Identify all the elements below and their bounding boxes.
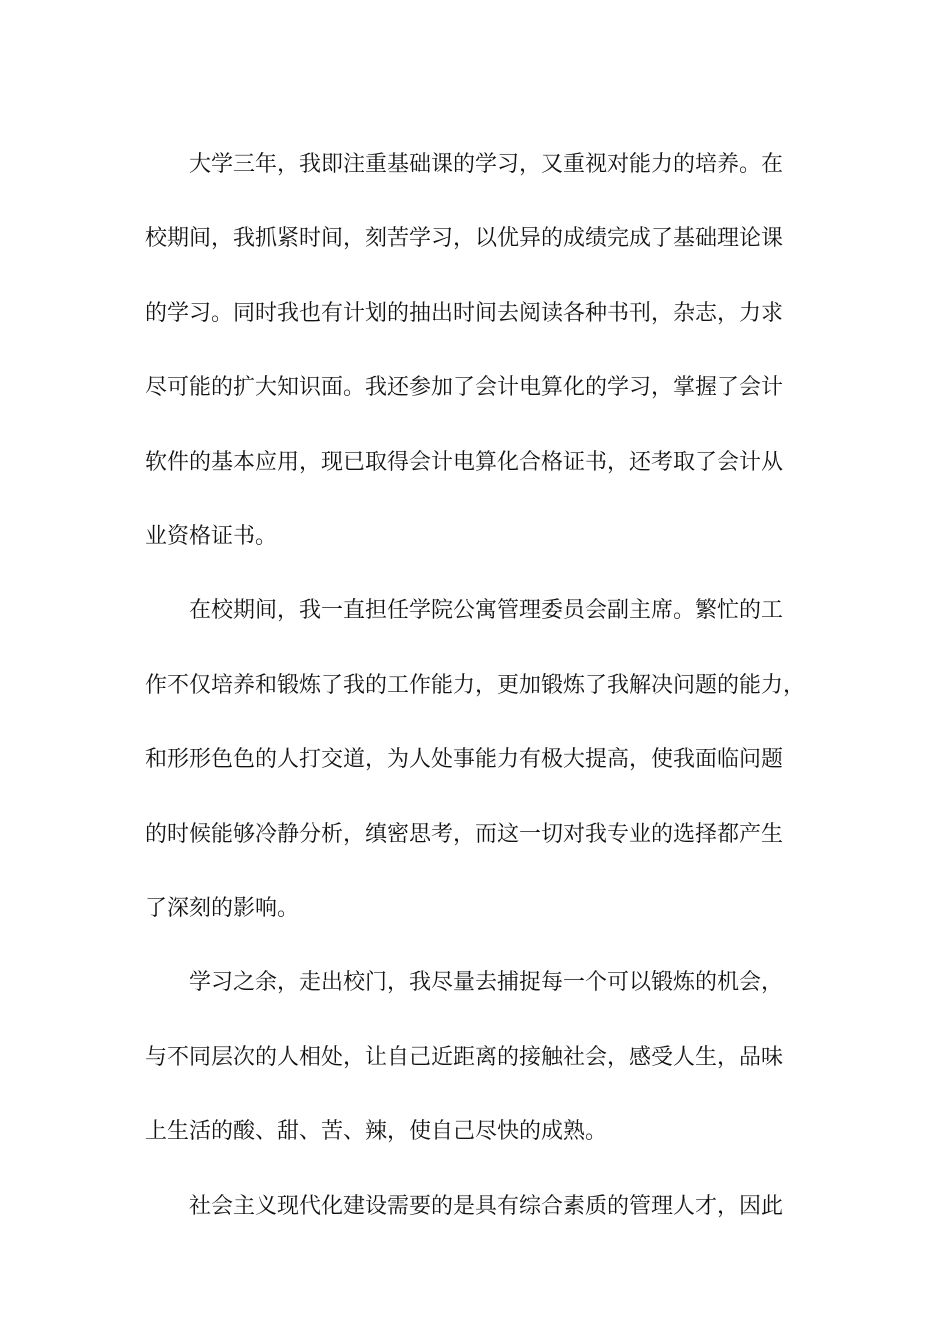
paragraph-study: [145, 128, 835, 574]
text-line: 社会主义现代化建设需要的是具有综合素质的管理人才，因此: [189, 1193, 784, 1219]
text-line: 尽可能的扩大知识面。我还参加了会计电算化的学习，掌握了会计: [145, 375, 784, 401]
text-line: 的时候能够冷静分析，缜密思考，而这一切对我专业的选择都产生: [145, 821, 784, 847]
text-line: 上生活的酸、甜、苦、辣，使自己尽快的成熟。: [145, 1119, 608, 1145]
text-line: 校期间，我抓紧时间，刻苦学习，以优异的成绩完成了基础理论课: [145, 226, 784, 252]
document-body: [145, 128, 835, 1244]
text-line: 的学习。同时我也有计划的抽出时间去阅读各种书刊，杂志，力求: [145, 300, 784, 326]
paragraph-social-practice: [145, 946, 835, 1169]
paragraph-campus-role: [145, 574, 835, 946]
text-line: 在校期间，我一直担任学院公寓管理委员会副主席。繁忙的工: [189, 598, 784, 624]
text-line: 作不仅培养和锻炼了我的工作能力，更加锻炼了我解决问题的能力，: [145, 672, 806, 698]
text-line: 业资格证书。: [145, 524, 278, 550]
text-line: 学习之余，走出校门，我尽量去捕捉每一个可以锻炼的机会，: [189, 970, 784, 996]
text-line: 软件的基本应用，现已取得会计电算化合格证书，还考取了会计从: [145, 449, 784, 475]
paragraph-conclusion: [145, 1170, 835, 1244]
text-line: 与不同层次的人相处，让自己近距离的接触社会，感受人生，品味: [145, 1044, 784, 1070]
text-line: 和形形色色的人打交道，为人处事能力有极大提高，使我面临问题: [145, 747, 784, 773]
text-line: 了深刻的影响。: [145, 896, 300, 922]
text-line: 大学三年，我即注重基础课的学习，又重视对能力的培养。在: [189, 152, 784, 177]
